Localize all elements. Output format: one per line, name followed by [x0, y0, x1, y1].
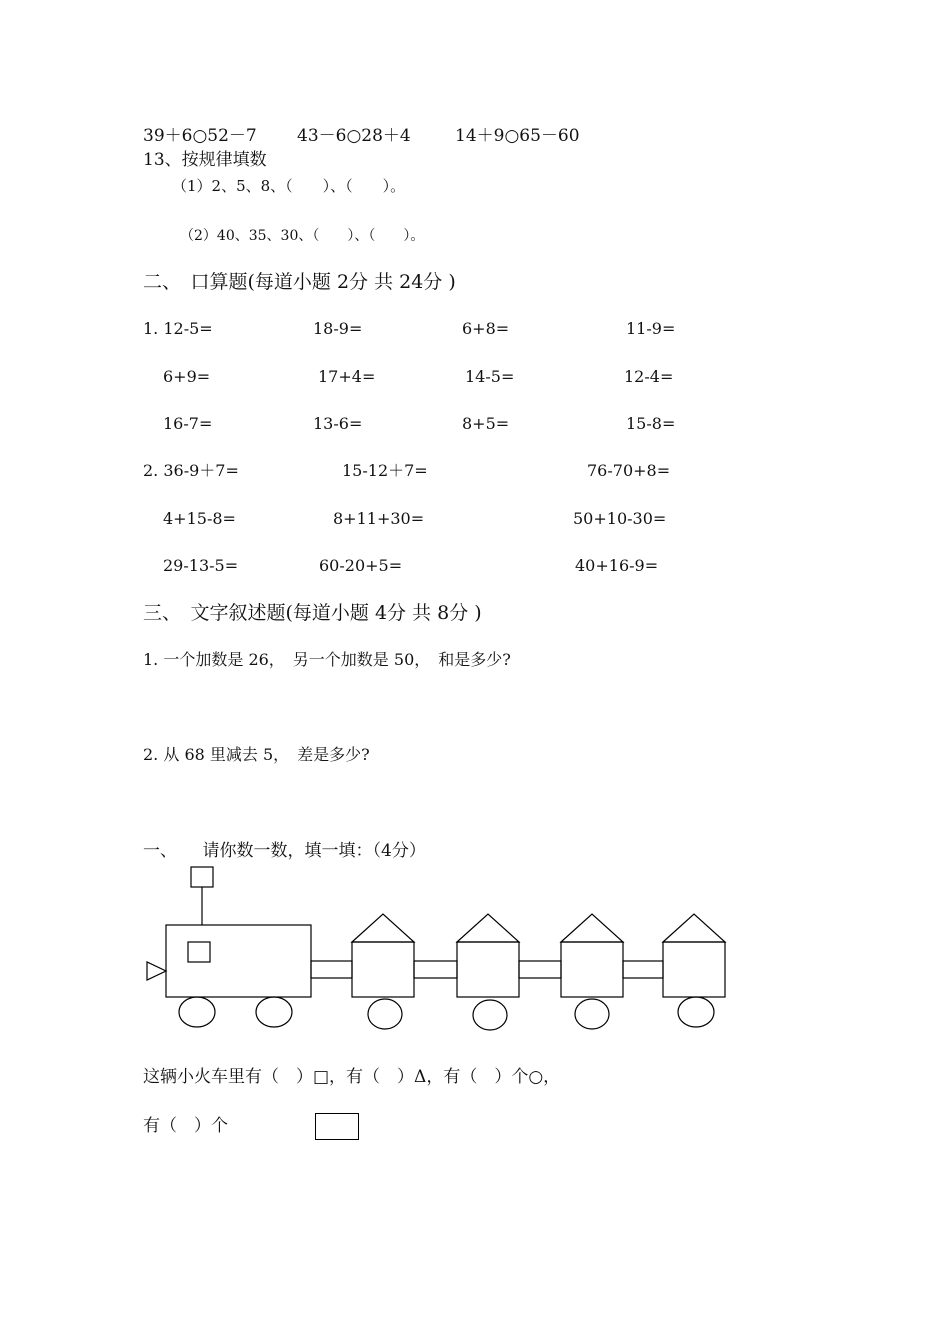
- calc-1-2: 18-9=: [313, 319, 363, 338]
- fill-in-line-1: 这辆小火车里有（ ）□，有（ ）Δ，有（ ）个○，: [143, 1067, 561, 1087]
- chimney-square: [191, 867, 213, 887]
- calc-4-2: 15-12＋7=: [342, 461, 428, 480]
- calc-6-1: 29-13-5=: [163, 556, 239, 575]
- car-4-body: [663, 942, 725, 997]
- calc-1-3: 6+8=: [462, 319, 510, 338]
- engine-window: [188, 942, 210, 962]
- calc-6-3: 40+16-9=: [575, 556, 659, 575]
- car-1-roof: [352, 914, 414, 942]
- q13-title: 13、按规律填数: [143, 150, 267, 170]
- calc-1-4: 11-9=: [626, 319, 676, 338]
- calc-3-3: 8+5=: [462, 414, 510, 433]
- calc-4-3: 76-70+8=: [587, 461, 671, 480]
- q13-line-1: （1）2、5、8、（ ）、（ ）。: [172, 177, 406, 195]
- compare-item-2: 43－6○28＋4: [297, 126, 411, 146]
- engine-triangle: [147, 962, 166, 980]
- calc-4-1: 2. 36-9＋7=: [143, 461, 239, 480]
- car-4-wheel: [678, 997, 714, 1027]
- calc-5-3: 50+10-30=: [573, 509, 667, 528]
- car-1-wheel: [368, 999, 402, 1029]
- word-problem-1: 1. 一个加数是 26， 另一个加数是 50， 和是多少?: [143, 650, 511, 669]
- calc-2-1: 6+9=: [163, 367, 211, 386]
- coupling-3: [519, 961, 561, 978]
- car-4-roof: [663, 914, 725, 942]
- section3-heading: 三、 文字叙述题(每道小题 4分 共 8分 ): [143, 602, 482, 624]
- coupling-4: [623, 961, 663, 978]
- calc-3-2: 13-6=: [313, 414, 363, 433]
- car-2-wheel: [473, 1000, 507, 1030]
- car-3-roof: [561, 914, 623, 942]
- calc-2-3: 14-5=: [465, 367, 515, 386]
- car-3-body: [561, 942, 623, 997]
- car-2-body: [457, 942, 519, 997]
- section1-heading: 一、 请你数一数，填一填：（4分）: [143, 841, 426, 861]
- calc-1-1: 1. 12-5=: [143, 319, 213, 338]
- calc-3-4: 15-8=: [626, 414, 676, 433]
- engine-wheel-1: [179, 997, 215, 1027]
- calc-5-2: 8+11+30=: [333, 509, 425, 528]
- car-3-wheel: [575, 999, 609, 1029]
- fill-in-line-2: 有（ ）个: [143, 1116, 228, 1136]
- compare-item-3: 14＋9○65－60: [455, 126, 580, 146]
- calc-5-1: 4+15-8=: [163, 509, 236, 528]
- coupling-1: [311, 961, 352, 978]
- engine-wheel-2: [256, 997, 292, 1027]
- calc-6-2: 60-20+5=: [319, 556, 403, 575]
- word-problem-2: 2. 从 68 里减去 5， 差是多少?: [143, 745, 370, 764]
- rectangle-shape: [315, 1113, 359, 1140]
- q13-line-2: （2）40、35、30、（ ）、（ ）。: [180, 228, 425, 244]
- calc-2-4: 12-4=: [624, 367, 674, 386]
- train-figure: [140, 860, 740, 1035]
- compare-item-1: 39＋6○52－7: [143, 126, 257, 146]
- calc-2-2: 17+4=: [318, 367, 376, 386]
- coupling-2: [414, 961, 457, 978]
- section2-heading: 二、 口算题(每道小题 2分 共 24分 ): [143, 271, 456, 293]
- car-1-body: [352, 942, 414, 997]
- car-2-roof: [457, 914, 519, 942]
- calc-3-1: 16-7=: [163, 414, 213, 433]
